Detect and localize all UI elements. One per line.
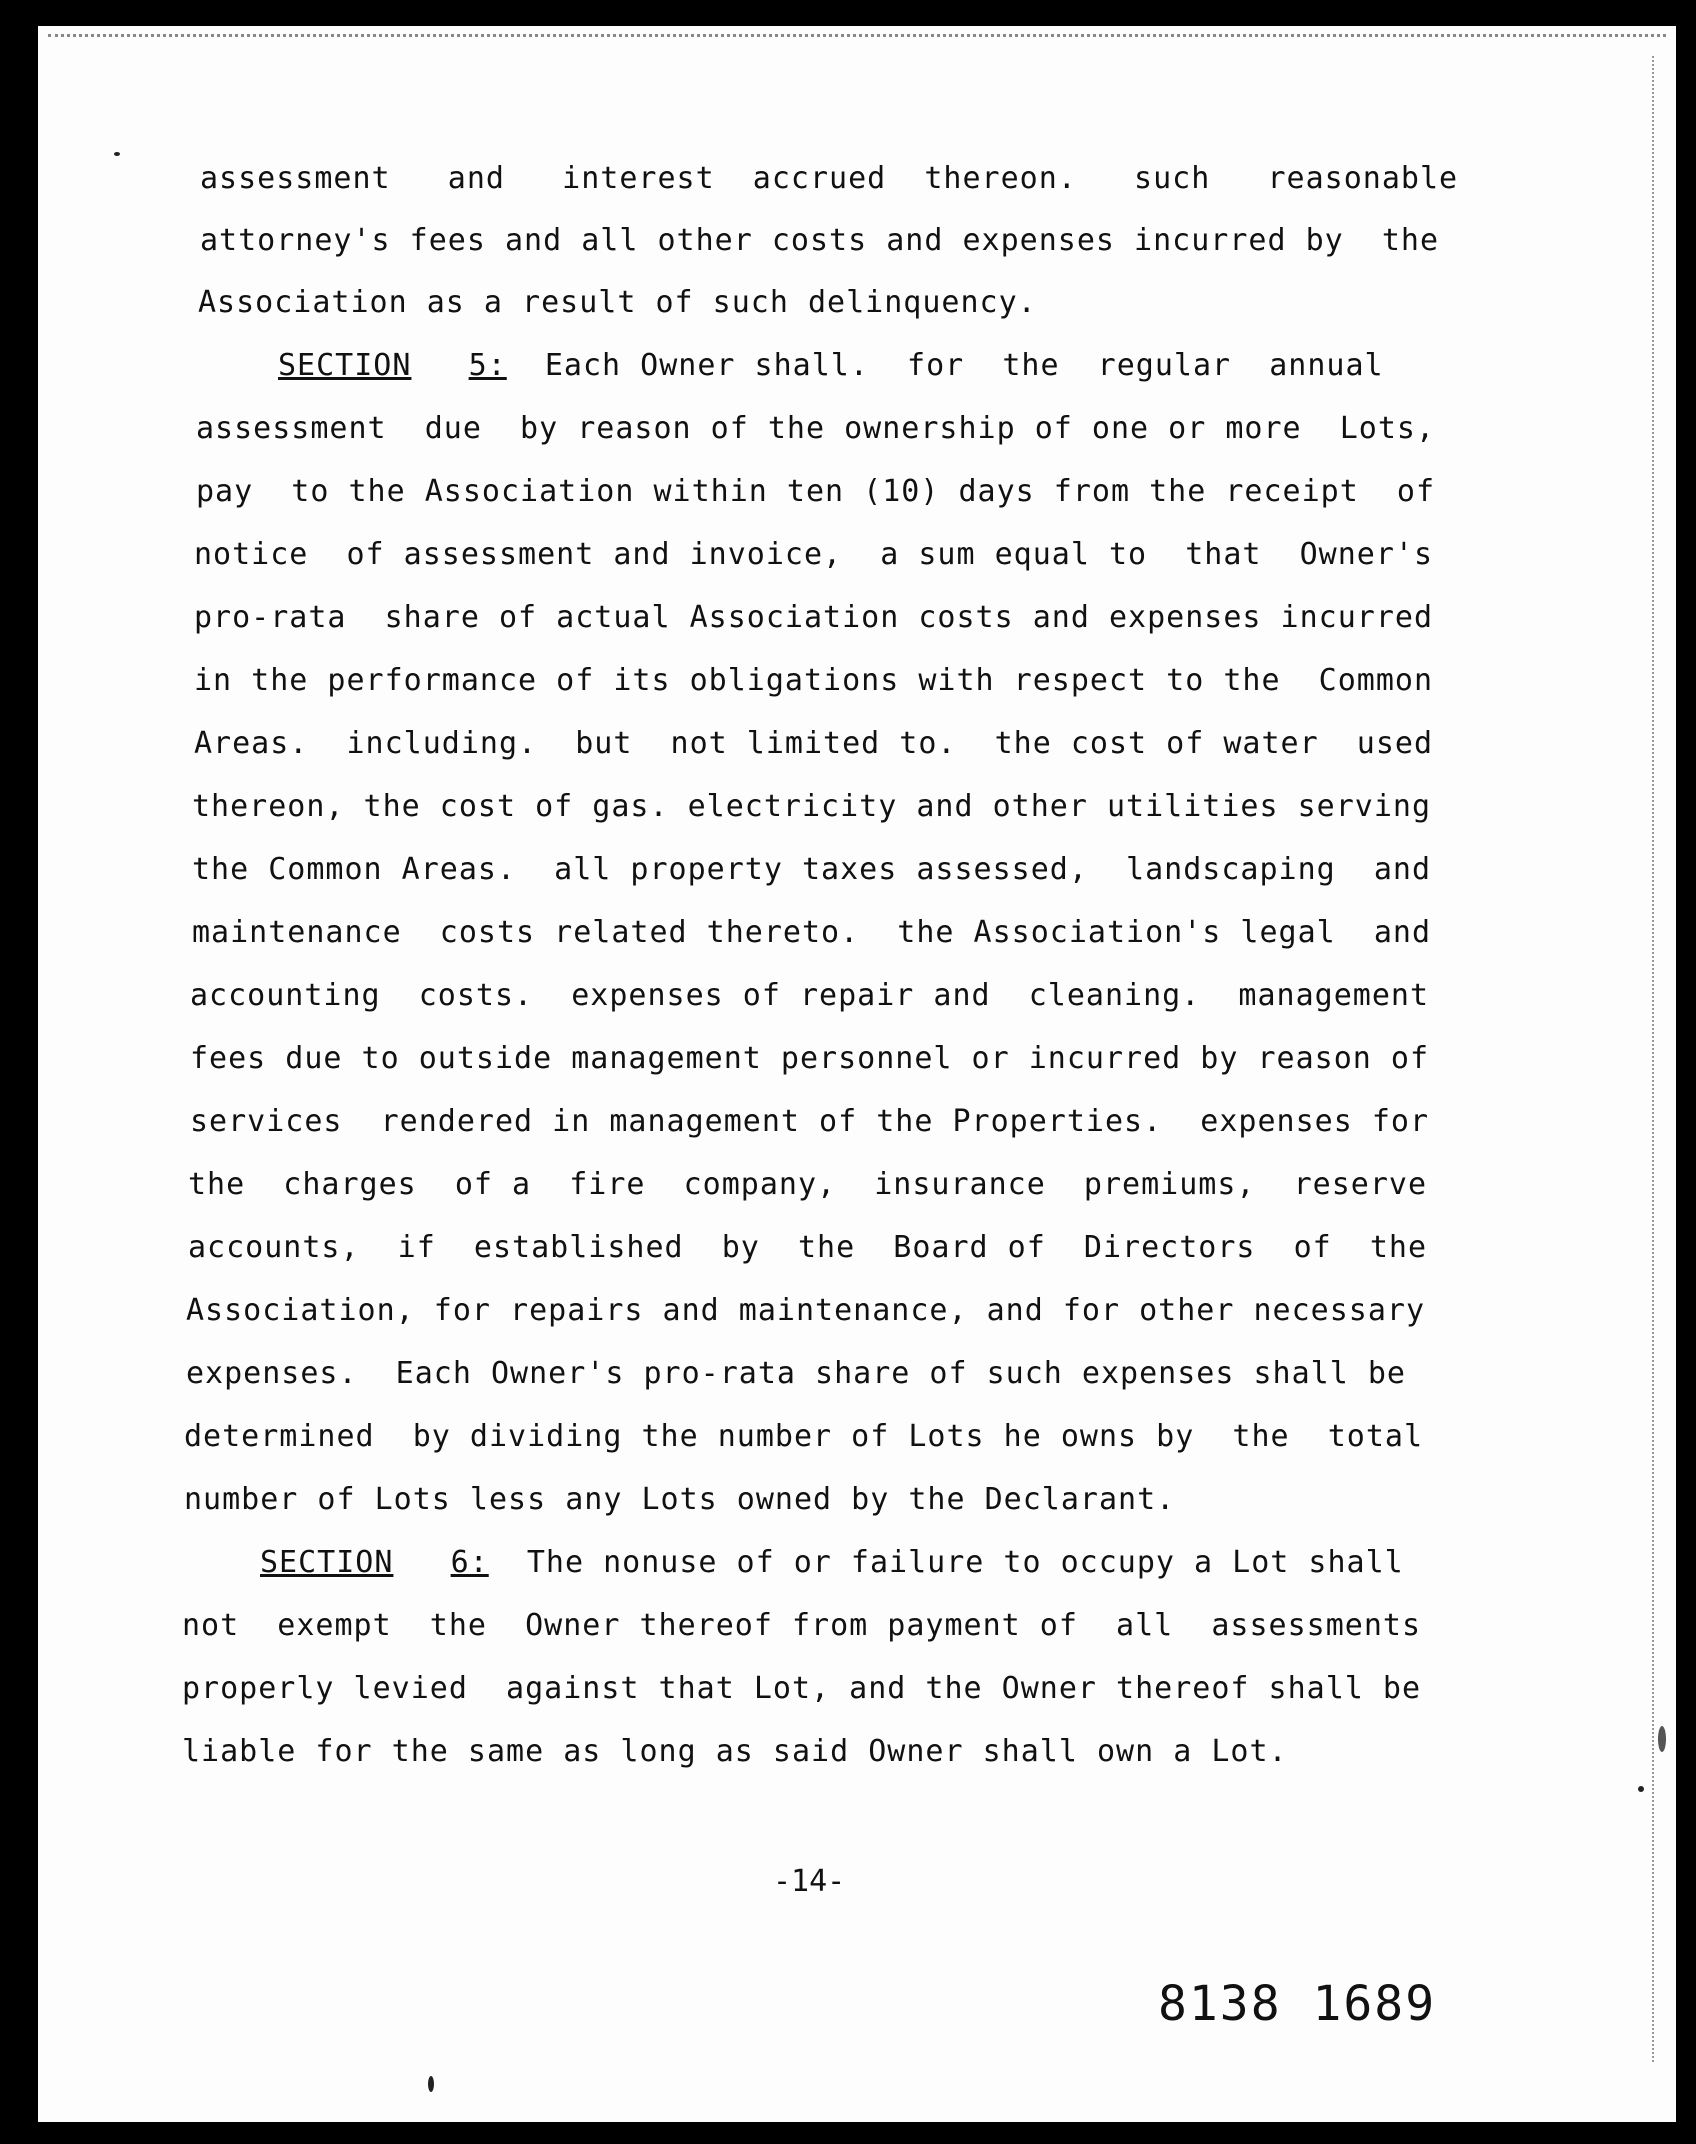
text-line: assessment and interest accrued thereon. such reasonable	[200, 161, 1459, 196]
text-line: in the performance of its obligations with respect to the Common	[194, 663, 1433, 698]
top-border	[48, 34, 1666, 37]
scan-speck	[114, 152, 120, 156]
document-stamp-number: 8138 1689	[1158, 1976, 1437, 2032]
text-line: Association as a result of such delinquency.	[198, 285, 1037, 320]
page-number: -14-	[773, 1864, 846, 1899]
text-line: properly levied against that Lot, and the Owner thereof shall be	[182, 1671, 1421, 1706]
scan-speck	[1658, 1726, 1666, 1752]
text-line: the Common Areas. all property taxes assessed, landscaping and	[192, 852, 1431, 887]
text-line: the charges of a fire company, insurance premiums, reserve	[188, 1167, 1427, 1202]
section-6-first-line: The nonuse of or failure to occupy a Lot shall	[488, 1545, 1404, 1580]
text-line: maintenance costs related thereto. the Association's legal and	[192, 915, 1431, 950]
section-5-first-line: Each Owner shall. for the regular annual	[506, 348, 1384, 383]
section-6-heading-line	[260, 1546, 1404, 1580]
section-5-heading-line	[278, 349, 1384, 383]
text-line: pay to the Association within ten (10) days from the receipt of	[196, 474, 1435, 509]
text-line: notice of assessment and invoice, a sum equal to that Owner's	[194, 537, 1433, 572]
text-line: assessment due by reason of the ownership of one or more Lots,	[196, 411, 1435, 446]
text-line: accounts, if established by the Board of Directors of the	[188, 1230, 1427, 1265]
text-line: Areas. including. but not limited to. the cost of water used	[194, 726, 1433, 761]
text-line: accounting costs. expenses of repair and cleaning. management	[190, 978, 1429, 1013]
section-6-number: 6:	[450, 1545, 489, 1580]
section-6-heading: SECTION	[260, 1545, 394, 1580]
text-line: liable for the same as long as said Owner shall own a Lot.	[182, 1734, 1288, 1769]
text-line: Association, for repairs and maintenance, and for other necessary	[186, 1293, 1425, 1328]
text-line: expenses. Each Owner's pro-rata share of such expenses shall be	[186, 1356, 1406, 1391]
text-line: determined by dividing the number of Lots he owns by the total	[184, 1419, 1423, 1454]
text-line: thereon, the cost of gas. electricity and other utilities serving	[192, 789, 1431, 824]
section-5-heading: SECTION	[278, 348, 412, 383]
section-5-number: 5:	[468, 348, 507, 383]
text-line: services rendered in management of the Properties. expenses for	[190, 1104, 1429, 1139]
scan-speck	[428, 2076, 434, 2092]
text-line: number of Lots less any Lots owned by the Declarant.	[184, 1482, 1176, 1517]
document-paper	[38, 26, 1676, 2122]
text-line: attorney's fees and all other costs and expenses incurred by the	[200, 223, 1439, 258]
text-line: not exempt the Owner thereof from payment of all assessments	[182, 1608, 1421, 1643]
text-line: pro-rata share of actual Association costs and expenses incurred	[194, 600, 1433, 635]
scan-speck	[1638, 1786, 1644, 1792]
right-border	[1652, 56, 1654, 2062]
text-line: fees due to outside management personnel or incurred by reason of	[190, 1041, 1429, 1076]
